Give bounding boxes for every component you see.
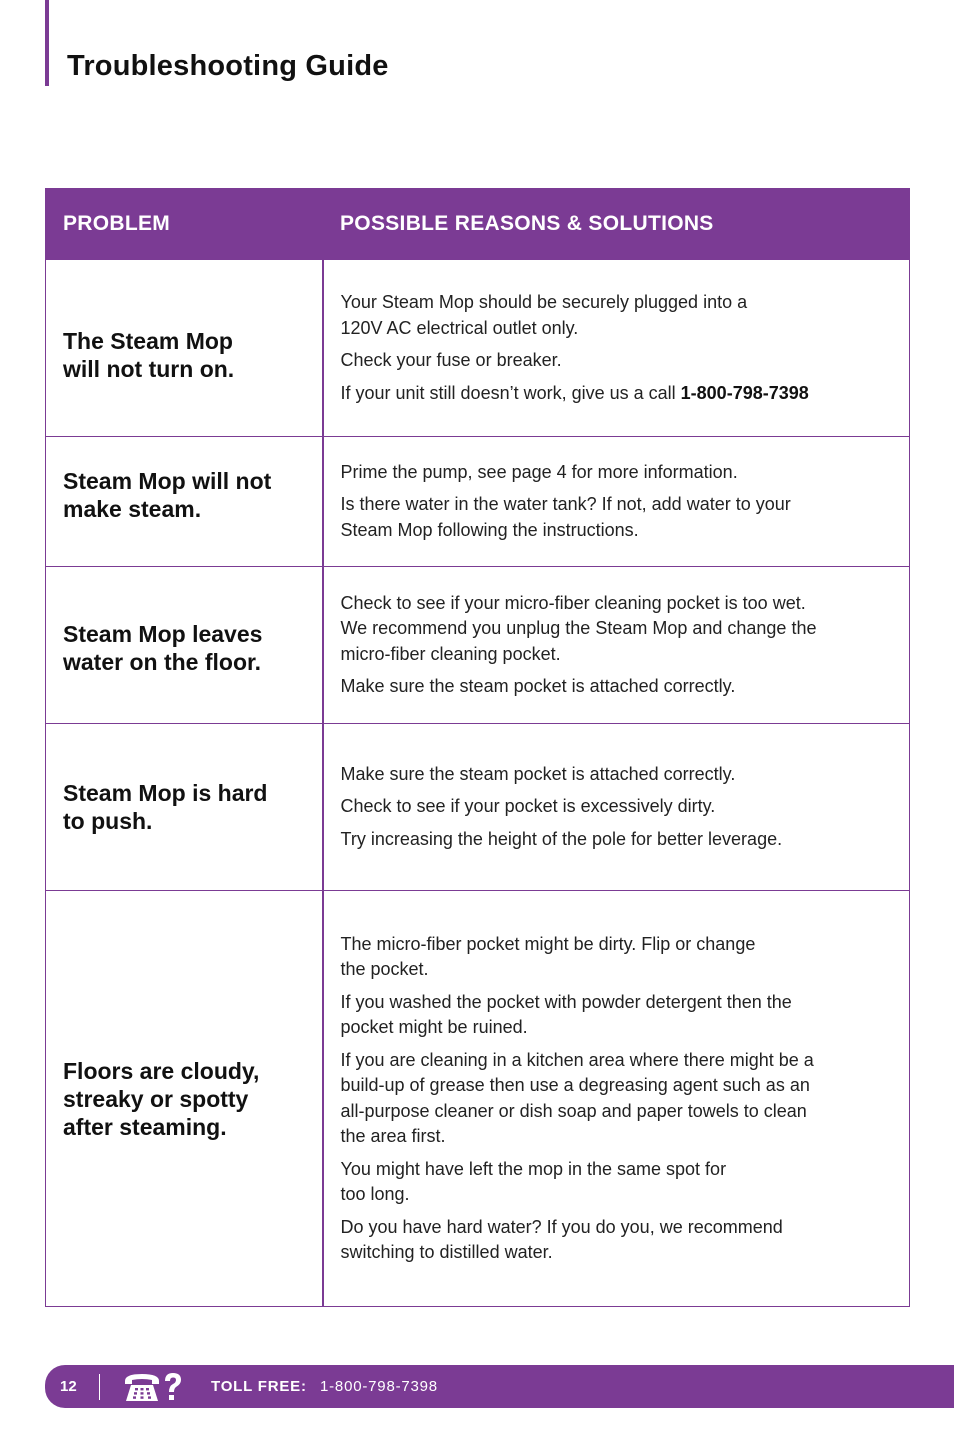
solution-item — [341, 381, 904, 407]
problem-cell — [46, 260, 323, 437]
solutions-cell — [323, 437, 910, 567]
solution-text: the area first. — [340, 1126, 446, 1146]
solution-item — [341, 492, 904, 543]
page-number: 12 — [60, 1378, 77, 1395]
problem-text: The Steam Mop — [63, 328, 233, 354]
solution-item — [341, 794, 904, 820]
solution-text: too long. — [340, 1184, 410, 1204]
table-row — [46, 724, 910, 891]
page-title: Troubleshooting Guide — [67, 50, 389, 82]
solution-text: Make sure the steam pocket is attached correctly. — [340, 676, 736, 696]
footer-bar — [45, 1365, 954, 1408]
problem-text: Floors are cloudy, — [63, 1057, 260, 1084]
problem-text: after steaming. — [63, 1113, 227, 1140]
solutions-cell — [323, 891, 910, 1307]
solution-text: We recommend you unplug the Steam Mop and change the — [340, 618, 817, 638]
solution-text: If your unit still doesn’t work, give us a call — [340, 382, 681, 403]
header-problem: PROBLEM — [46, 189, 323, 260]
solution-text: all-purpose cleaner or dish soap and paper towels to clean — [340, 1100, 807, 1121]
solution-text: 120V AC electrical outlet only. — [340, 317, 579, 338]
solution-item — [341, 348, 904, 374]
troubleshooting-table — [45, 188, 910, 1307]
solution-text: If you washed the pocket with powder detergent then the — [340, 991, 792, 1012]
solution-item — [341, 591, 904, 668]
problem-text: make steam. — [63, 495, 202, 522]
solution-text: Try increasing the height of the pole for better leverage. — [340, 828, 783, 849]
toll-free-label: TOLL FREE: — [211, 1378, 307, 1395]
table-row — [46, 891, 910, 1307]
solution-text: micro-fiber cleaning pocket. — [340, 643, 561, 664]
solution-text: Check to see if your micro-fiber cleaning pocket is too wet. — [340, 592, 806, 613]
problem-text: will not turn on. — [63, 356, 235, 382]
solution-text: Your Steam Mop should be securely plugged into a — [340, 292, 748, 312]
title-accent-bar — [45, 0, 49, 86]
solution-item — [341, 827, 904, 853]
problem-text: streaky or spotty — [63, 1085, 249, 1112]
solution-text: If you are cleaning in a kitchen area where there might be a — [340, 1049, 814, 1070]
solutions-cell — [323, 724, 910, 891]
problem-text: to push. — [63, 808, 153, 834]
solution-item — [341, 1215, 904, 1266]
solution-text: Prime the pump, see page 4 for more information. — [340, 461, 738, 482]
problem-cell — [46, 724, 323, 891]
solution-text: the pocket. — [340, 959, 429, 979]
table-row — [46, 437, 910, 567]
problem-cell — [46, 567, 323, 724]
solution-item — [341, 762, 904, 788]
problem-text: Steam Mop leaves — [63, 621, 263, 647]
solution-item — [341, 290, 904, 341]
solution-text: Is there water in the water tank? If not, add water to your — [340, 494, 791, 515]
problem-text: Steam Mop is hard — [63, 780, 268, 806]
table-header-row — [46, 189, 910, 260]
solution-text: The micro-fiber pocket might be dirty. Flip or change — [340, 933, 756, 954]
solutions-cell — [323, 260, 910, 437]
solution-item — [341, 460, 904, 486]
solution-text: Make sure the steam pocket is attached correctly. — [340, 763, 736, 784]
solution-text: switching to distilled water. — [340, 1242, 553, 1262]
problem-cell — [46, 437, 323, 567]
solution-text: Steam Mop following the instructions. — [340, 519, 639, 540]
solution-item — [341, 1048, 904, 1150]
solutions-cell — [323, 567, 910, 724]
solution-text: Do you have hard water? If you do you, we recommend — [340, 1216, 783, 1237]
solution-item — [341, 674, 904, 700]
telephone-question-icon — [123, 1370, 187, 1404]
table-row — [46, 260, 910, 437]
problem-cell — [46, 891, 323, 1307]
solution-text: build-up of grease then use a degreasing agent such as an — [340, 1075, 810, 1095]
footer-divider — [99, 1374, 100, 1400]
toll-free-number: 1-800-798-7398 — [320, 1378, 438, 1395]
solution-item — [341, 1157, 904, 1208]
support-phone-number: 1-800-798-7398 — [680, 382, 809, 403]
solution-item — [341, 990, 904, 1041]
solution-item — [341, 932, 904, 983]
solution-text: Check your fuse or breaker. — [340, 350, 562, 370]
header-solutions: POSSIBLE REASONS & SOLUTIONS — [323, 189, 910, 260]
solution-text: You might have left the mop in the same spot for — [340, 1158, 727, 1179]
solution-text: pocket might be ruined. — [340, 1017, 528, 1037]
problem-text: Steam Mop will not — [63, 467, 272, 494]
table-row — [46, 567, 910, 724]
solution-text: Check to see if your pocket is excessively dirty. — [340, 796, 716, 817]
problem-text: water on the floor. — [63, 649, 262, 675]
